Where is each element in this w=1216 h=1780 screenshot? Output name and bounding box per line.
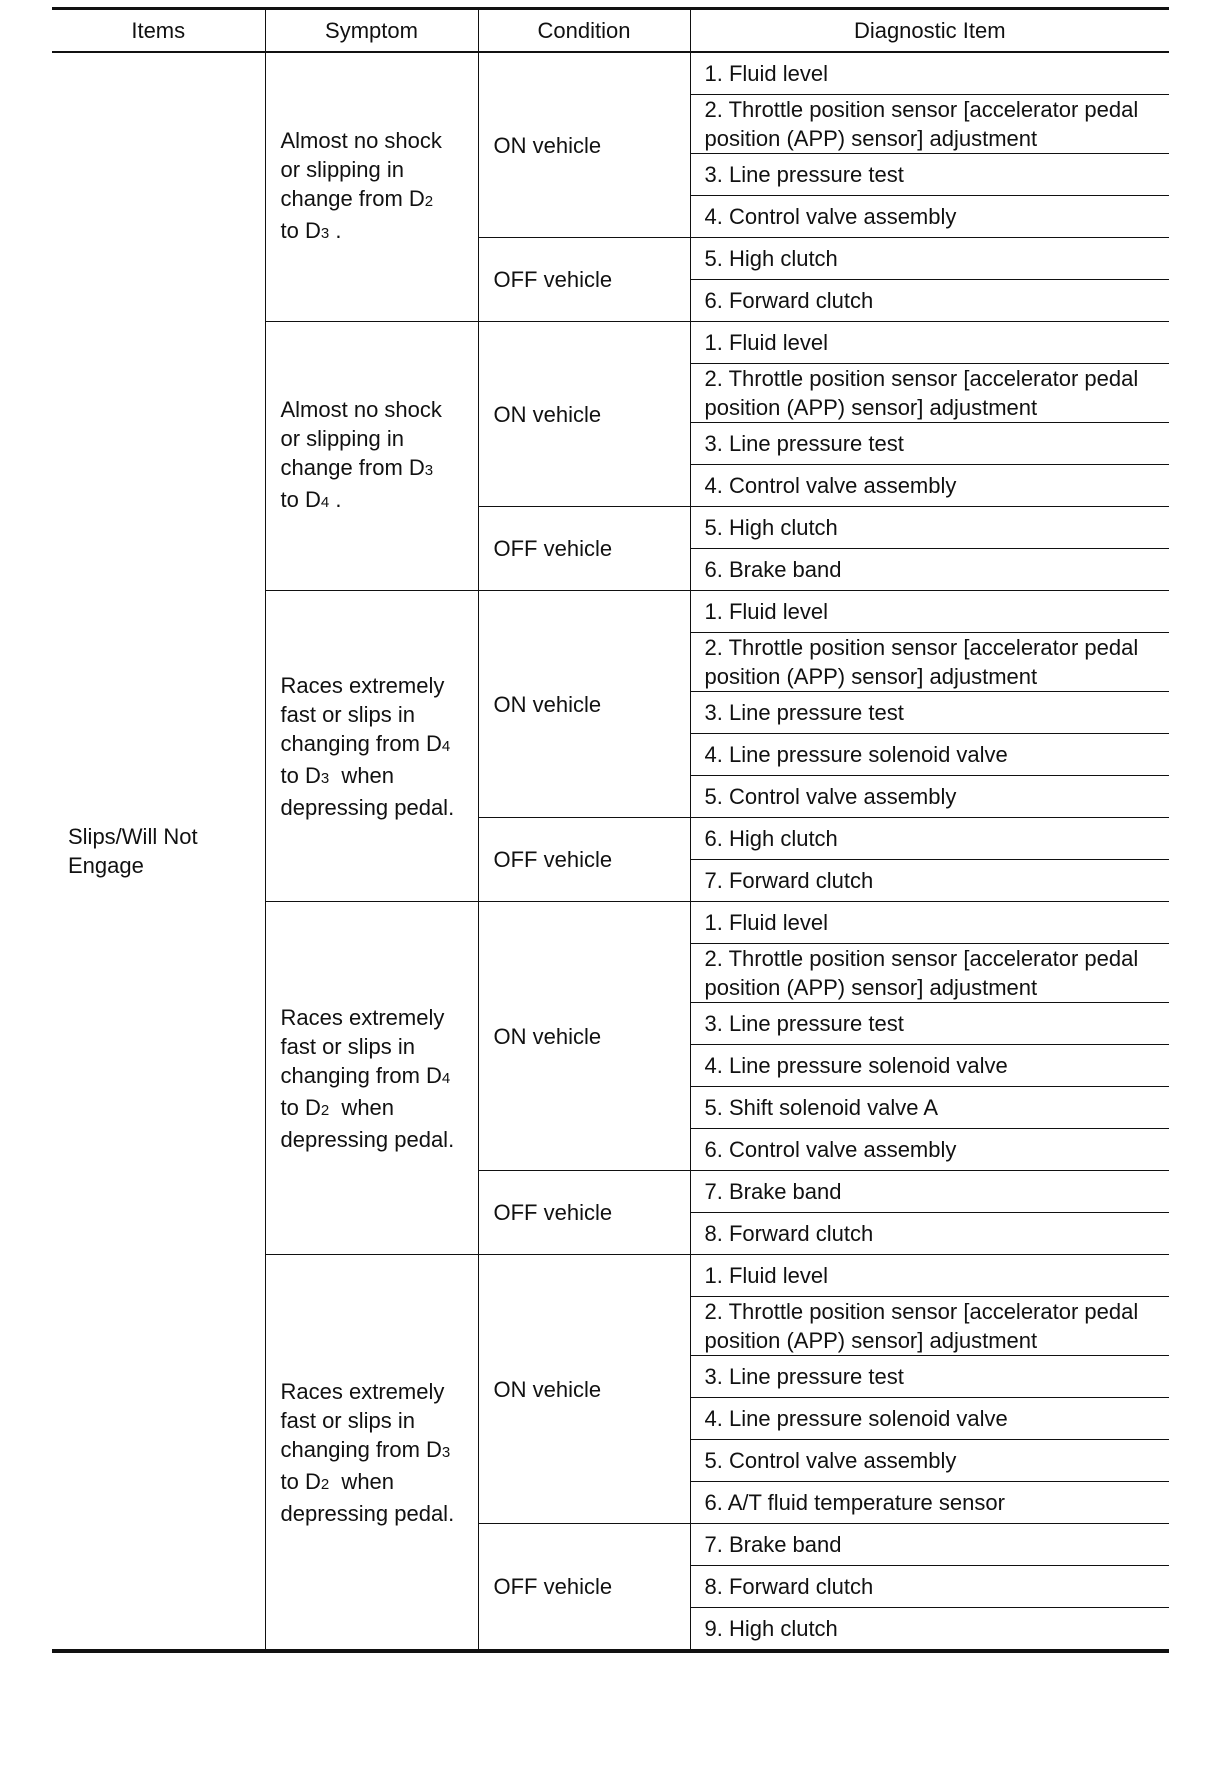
diagnostic-item-cell: 6. Control valve assembly xyxy=(690,1129,1169,1171)
diagnostic-item-cell: 2. Throttle position sensor [accelerator pedal position (APP) sensor] adjustment xyxy=(690,95,1169,154)
diagnostic-item-cell: 6. High clutch xyxy=(690,818,1169,860)
condition-cell: OFF vehicle xyxy=(478,238,690,322)
condition-cell: OFF vehicle xyxy=(478,1524,690,1652)
diagnostic-item-cell: 7. Forward clutch xyxy=(690,860,1169,902)
diagnostic-item-cell: 4. Control valve assembly xyxy=(690,465,1169,507)
diagnostic-item-cell: 4. Line pressure solenoid valve xyxy=(690,1045,1169,1087)
diagnostic-item-cell: 2. Throttle position sensor [accelerator pedal position (APP) sensor] adjustment xyxy=(690,364,1169,423)
condition-cell: ON vehicle xyxy=(478,322,690,507)
items-cell: Slips/Will Not Engage xyxy=(52,52,265,1651)
condition-cell: OFF vehicle xyxy=(478,507,690,591)
condition-cell: ON vehicle xyxy=(478,1255,690,1524)
diagnostic-item-cell: 5. High clutch xyxy=(690,507,1169,549)
diagnostic-item-cell: 6. A/T fluid temperature sensor xyxy=(690,1482,1169,1524)
header-condition: Condition xyxy=(478,9,690,53)
diagnostic-item-cell: 3. Line pressure test xyxy=(690,1003,1169,1045)
diagnostic-item-cell: 1. Fluid level xyxy=(690,52,1169,95)
diagnostic-item-cell: 2. Throttle position sensor [accelerator pedal position (APP) sensor] adjustment xyxy=(690,1297,1169,1356)
symptom-cell: Races extremely fast or slips in changing from D3 to D2 when depressing pedal. xyxy=(265,1255,478,1652)
table-body xyxy=(52,52,1169,1651)
header-row xyxy=(52,9,1169,53)
symptom-cell: Almost no shock or slipping in change from D3 to D4 . xyxy=(265,322,478,591)
diagnostic-item-cell: 4. Line pressure solenoid valve xyxy=(690,1398,1169,1440)
header-symptom: Symptom xyxy=(265,9,478,53)
diagnostic-item-cell: 1. Fluid level xyxy=(690,591,1169,633)
diagnostic-item-cell: 7. Brake band xyxy=(690,1171,1169,1213)
diagnostic-item-cell: 3. Line pressure test xyxy=(690,1356,1169,1398)
condition-cell: ON vehicle xyxy=(478,591,690,818)
diagnostic-item-cell: 4. Control valve assembly xyxy=(690,196,1169,238)
diagnostic-item-cell: 7. Brake band xyxy=(690,1524,1169,1566)
header-items: Items xyxy=(52,9,265,53)
diagnostic-item-cell: 3. Line pressure test xyxy=(690,423,1169,465)
diagnostic-item-cell: 6. Brake band xyxy=(690,549,1169,591)
condition-cell: ON vehicle xyxy=(478,902,690,1171)
diagnostic-item-cell: 4. Line pressure solenoid valve xyxy=(690,734,1169,776)
diagnostic-item-cell: 8. Forward clutch xyxy=(690,1213,1169,1255)
diagnostic-item-cell: 5. High clutch xyxy=(690,238,1169,280)
condition-cell: OFF vehicle xyxy=(478,1171,690,1255)
diagnostic-item-cell: 9. High clutch xyxy=(690,1608,1169,1652)
table-row xyxy=(52,52,1169,95)
condition-cell: ON vehicle xyxy=(478,52,690,238)
diagnostic-item-cell: 3. Line pressure test xyxy=(690,692,1169,734)
diagnostic-item-cell: 2. Throttle position sensor [accelerator pedal position (APP) sensor] adjustment xyxy=(690,633,1169,692)
condition-cell: OFF vehicle xyxy=(478,818,690,902)
symptom-cell: Almost no shock or slipping in change from D2 to D3 . xyxy=(265,52,478,322)
diagnostic-table xyxy=(52,7,1169,1653)
symptom-cell: Races extremely fast or slips in changing from D4 to D2 when depressing pedal. xyxy=(265,902,478,1255)
header-diagnostic-item: Diagnostic Item xyxy=(690,9,1169,53)
diagnostic-item-cell: 8. Forward clutch xyxy=(690,1566,1169,1608)
diagnostic-item-cell: 3. Line pressure test xyxy=(690,154,1169,196)
diagnostic-item-cell: 5. Shift solenoid valve A xyxy=(690,1087,1169,1129)
diagnostic-item-cell: 5. Control valve assembly xyxy=(690,776,1169,818)
diagnostic-item-cell: 6. Forward clutch xyxy=(690,280,1169,322)
diagnostic-item-cell: 5. Control valve assembly xyxy=(690,1440,1169,1482)
diagnostic-item-cell: 2. Throttle position sensor [accelerator pedal position (APP) sensor] adjustment xyxy=(690,944,1169,1003)
diagnostic-item-cell: 1. Fluid level xyxy=(690,322,1169,364)
symptom-cell: Races extremely fast or slips in changing from D4 to D3 when depressing pedal. xyxy=(265,591,478,902)
diagnostic-item-cell: 1. Fluid level xyxy=(690,1255,1169,1297)
diagnostic-item-cell: 1. Fluid level xyxy=(690,902,1169,944)
